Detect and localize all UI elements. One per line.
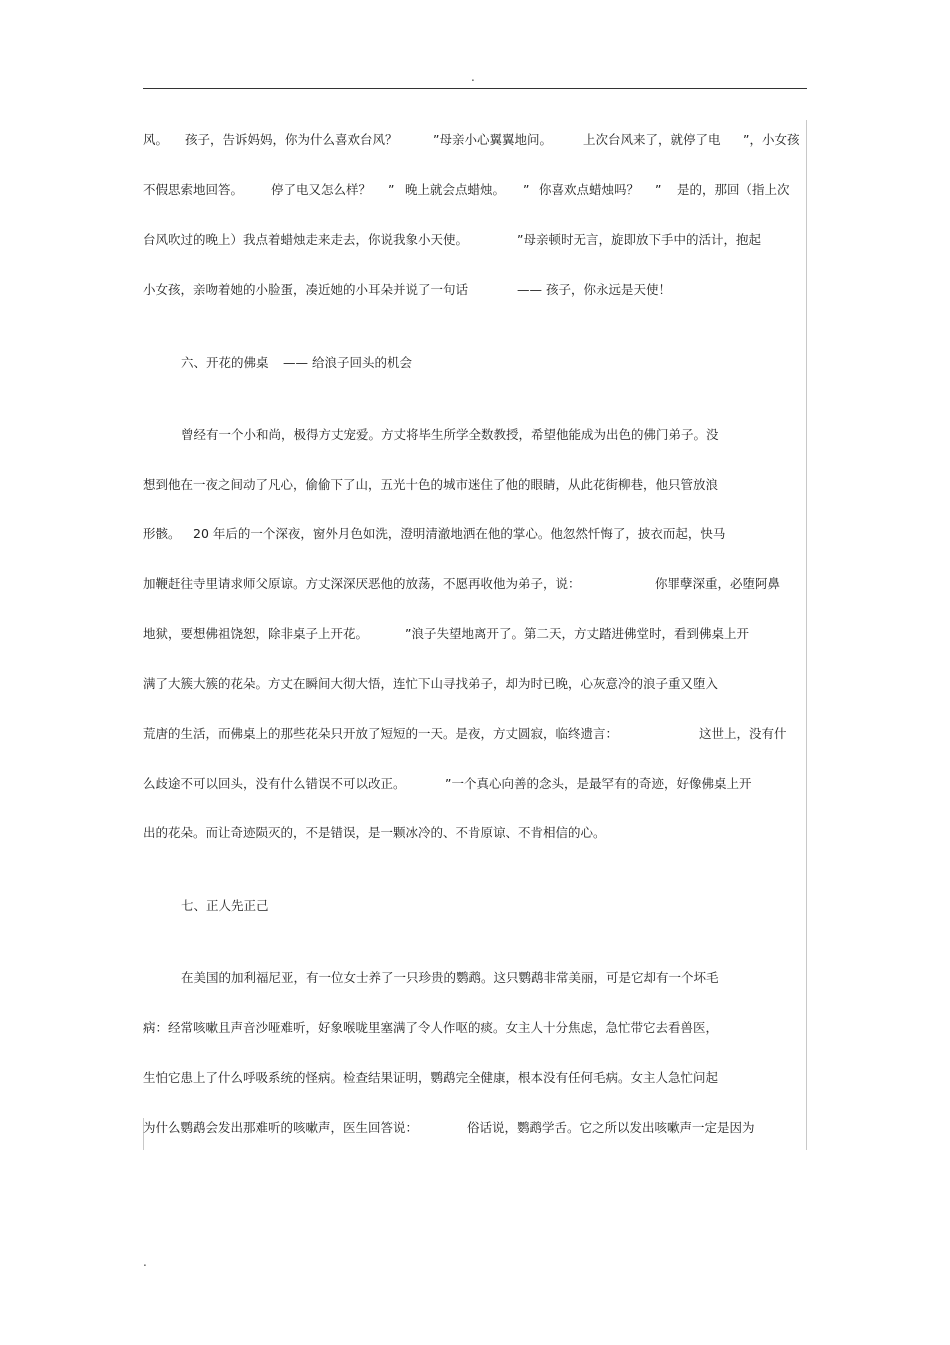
text-segment: 形骸。 — [143, 526, 181, 541]
text-line — [143, 774, 803, 794]
text-segment: 加鞭赶往寺里请求师父原谅。方丈深深厌恶他的放荡，不愿再收他为弟子，说： — [143, 576, 581, 591]
page-right-border — [806, 120, 807, 1150]
text-segment: 这世上，没有什 — [699, 726, 787, 741]
text-segment: 出的花朵。而让奇迹陨灭的，不是错误，是一颗冰冷的、不肯原谅、不肯相信的心。 — [143, 825, 606, 840]
text-line — [143, 574, 803, 594]
text-segment: 20 年后的一个深夜，窗外月色如洗，澄明清澈地洒在他的掌心。他忽然忏悔了，披衣而起，快马 — [193, 526, 726, 541]
text-segment: ” — [523, 182, 530, 197]
text-segment: ”一个真心向善的念头，是最罕有的奇迹，好像佛桌上开 — [445, 776, 752, 791]
text-segment: ” — [388, 182, 395, 197]
text-segment: 不假思索地回答。 — [143, 182, 244, 197]
text-line — [143, 1068, 803, 1088]
text-segment: 荒唐的生活，而佛桌上的那些花朵只开放了短短的一天。是夜，方丈圆寂，临终遗言： — [143, 726, 619, 741]
text-segment: 病：经常咳嗽且声音沙哑难听，好象喉咙里塞满了令人作呕的痰。女主人十分焦虑，急忙带它去看兽医， — [143, 1020, 719, 1035]
text-segment: 么歧途不可以回头，没有什么错误不可以改正。 — [143, 776, 406, 791]
text-segment: 风。 — [143, 132, 169, 147]
text-segment: 台风吹过的晚上）我点着蜡烛走来走去，你说我象小天使。 — [143, 232, 469, 247]
text-segment: 地狱，要想佛祖饶恕，除非桌子上开花。 — [143, 626, 369, 641]
text-segment: 想到他在一夜之间动了凡心，偷偷下了山，五光十色的城市迷住了他的眼睛，从此花街柳巷，他只管放浪 — [143, 477, 719, 492]
text-line — [143, 968, 803, 988]
section-heading — [143, 353, 803, 373]
text-line — [143, 130, 803, 150]
text-segment: 曾经有一个小和尚，极得方丈宠爱。方丈将毕生所学全数教授，希望他能成为出色的佛门弟子。没 — [181, 427, 719, 442]
text-line — [143, 180, 803, 200]
text-segment: 俗话说，鹦鹉学舌。它之所以发出咳嗽声一定是因为 — [467, 1120, 755, 1135]
text-segment: 六、开花的佛桌 — [181, 355, 269, 370]
text-line — [143, 425, 803, 445]
text-segment: 满了大簇大簇的花朵。方丈在瞬间大彻大悟，连忙下山寻找弟子，却为时已晚，心灰意冷的浪子重又堕入 — [143, 676, 719, 691]
text-segment: ”母亲顿时无言，旋即放下手中的活计，抱起 — [517, 232, 761, 247]
text-line — [143, 475, 803, 495]
text-segment: 生怕它患上了什么呼吸系统的怪病。检查结果证明，鹦鹉完全健康，根本没有任何毛病。女主人急忙问起 — [143, 1070, 719, 1085]
footer-mark: . — [143, 1255, 147, 1269]
text-segment: ” — [655, 182, 662, 197]
text-segment: ”，小女孩 — [743, 132, 800, 147]
text-segment: ”浪子失望地离开了。第二天，方丈踏进佛堂时，看到佛桌上开 — [405, 626, 749, 641]
text-segment: —— 给浪子回头的机会 — [283, 355, 412, 370]
text-segment: 是的，那回（指上次 — [677, 182, 790, 197]
text-segment: 在美国的加利福尼亚，有一位女士养了一只珍贵的鹦鹉。这只鹦鹉非常美丽，可是它却有一个坏毛 — [181, 970, 719, 985]
text-line — [143, 724, 803, 744]
text-segment: 晚上就会点蜡烛。 — [405, 182, 506, 197]
text-segment: 你罪孽深重，必堕阿鼻 — [655, 576, 781, 591]
text-segment: 为什么鹦鹉会发出那难听的咳嗽声，医生回答说： — [143, 1120, 419, 1135]
text-segment: 七、正人先正己 — [181, 898, 269, 913]
text-segment: 孩子，告诉妈妈，你为什么喜欢台风？ — [185, 132, 398, 147]
text-line — [143, 280, 803, 300]
text-line — [143, 624, 803, 644]
text-line — [143, 674, 803, 694]
text-line — [143, 1118, 803, 1138]
text-line — [143, 823, 803, 843]
text-segment: 停了电又怎么样？ — [271, 182, 372, 197]
text-segment: —— 孩子，你永远是天使！ — [517, 282, 671, 297]
header-rule — [143, 88, 807, 89]
section-heading — [143, 896, 803, 916]
text-segment: 你喜欢点蜡烛吗？ — [539, 182, 640, 197]
text-segment: 小女孩，亲吻着她的小脸蛋，凑近她的小耳朵并说了一句话 — [143, 282, 469, 297]
text-line — [143, 1018, 803, 1038]
text-segment: 上次台风来了，就停了电 — [583, 132, 721, 147]
text-segment: ”母亲小心翼翼地问。 — [433, 132, 552, 147]
text-line — [143, 230, 803, 250]
text-line — [143, 524, 803, 544]
header-mark: . — [471, 70, 475, 84]
